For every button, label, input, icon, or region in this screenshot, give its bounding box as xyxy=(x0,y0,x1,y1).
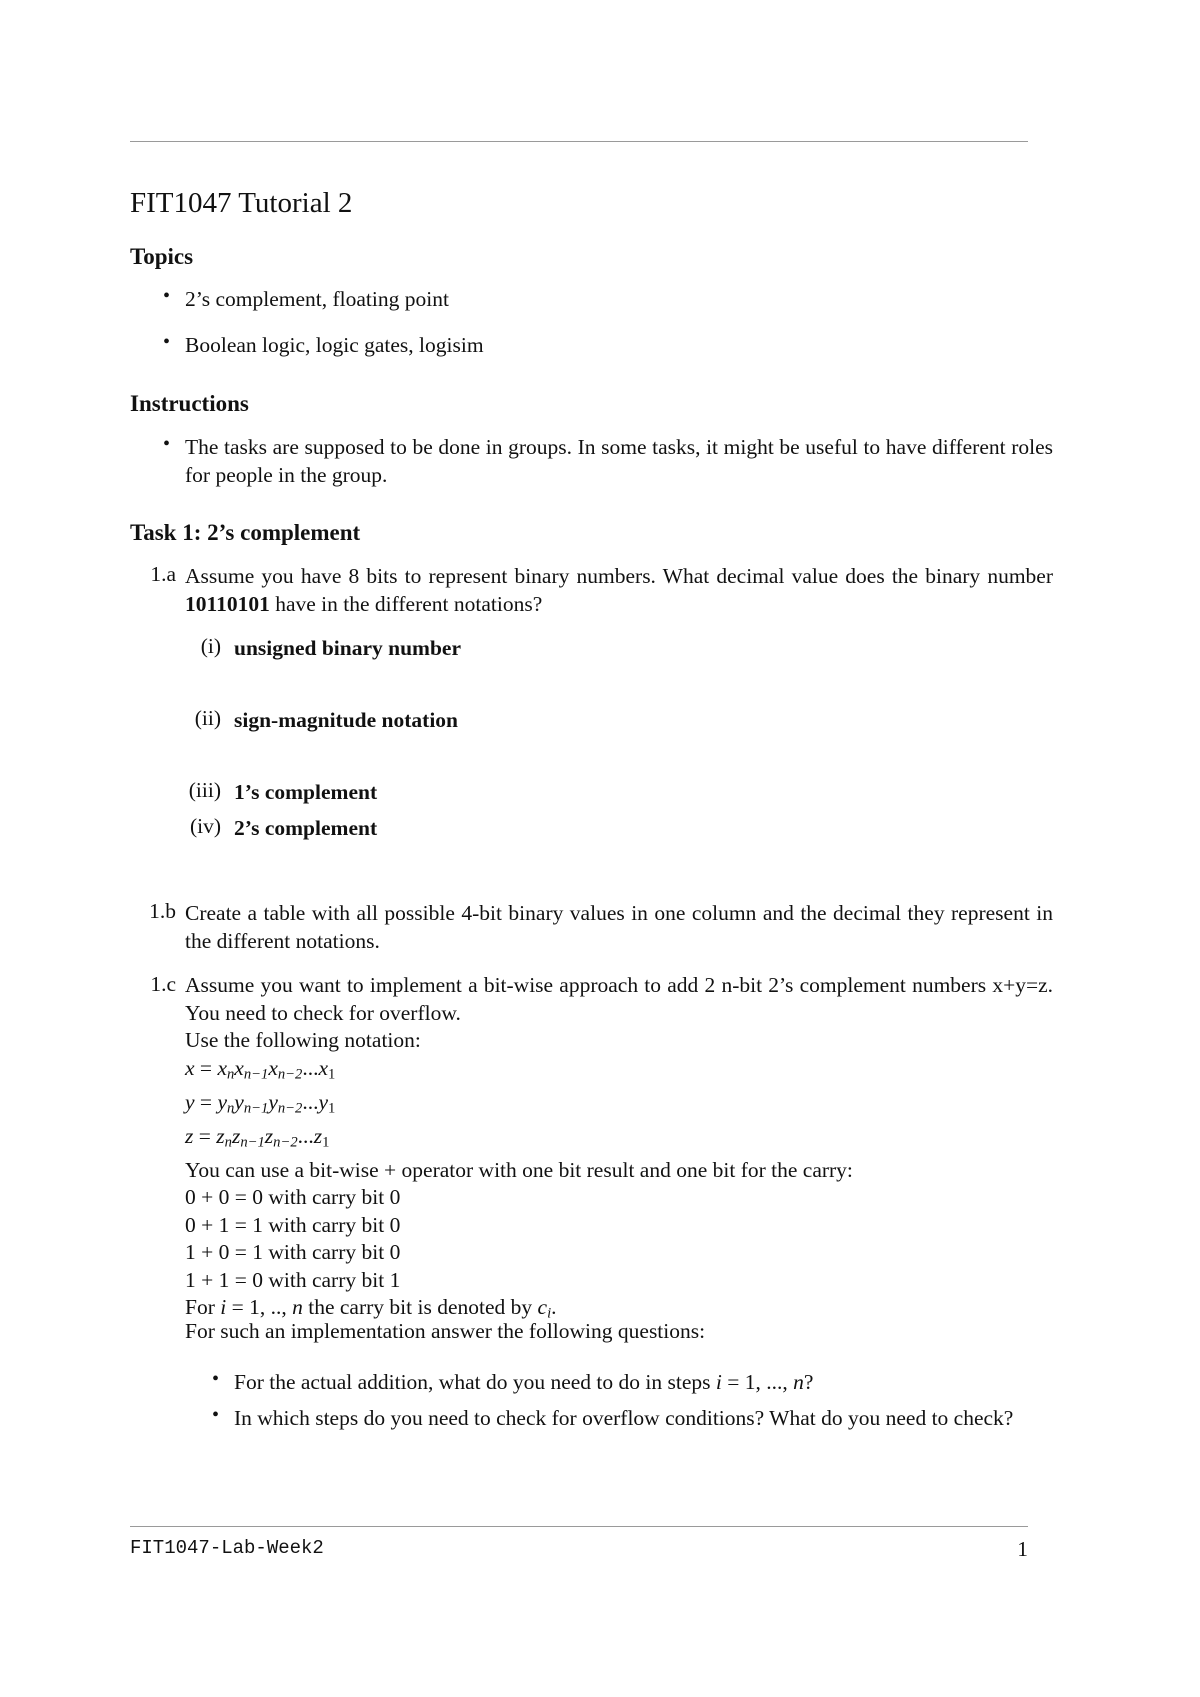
page-title: FIT1047 Tutorial 2 xyxy=(130,187,353,219)
q1a-sub-label: 1’s complement xyxy=(234,780,378,804)
notation-z: $z = z_nz_{n-1}z_{n-2}...z_1$ xyxy=(185,1123,330,1151)
q1a-sub-num: (iv) xyxy=(189,814,221,838)
q1a-label: 1.a xyxy=(150,562,176,586)
q1b-label: 1.b xyxy=(149,899,176,923)
q1a-sub-num: (iii) xyxy=(188,778,221,802)
topics-heading: Topics xyxy=(130,244,194,269)
q1c-notation-intro: Use the following notation: xyxy=(185,1028,421,1052)
q1a-sub-label: 2’s complement xyxy=(234,816,378,840)
q1c-question: For the actual addition, what do you need to do in steps i = 1, ..., n? xyxy=(234,1370,814,1394)
page-number: 1 xyxy=(1017,1537,1028,1561)
q1c-question: In which steps do you need to check for overflow conditions? What do you need to check? xyxy=(234,1406,1014,1430)
bullet-icon: • xyxy=(163,331,171,353)
bullet-icon: • xyxy=(212,1368,220,1390)
q1c-body xyxy=(185,972,1053,1329)
header-rule xyxy=(130,141,1028,142)
carry-rule: 0 + 1 = 1 with carry bit 0 xyxy=(185,1212,401,1237)
q1a-sub-label: sign-magnitude notation xyxy=(234,708,458,732)
q1a-text: Assume you have 8 bits to represent binary numbers. What decimal value does the binary number 10110101 have in the different notations? xyxy=(185,564,1053,616)
carry-rule: 1 + 0 = 1 with carry bit 0 xyxy=(185,1240,401,1265)
notation-x: $x = x_nx_{n-1}x_{n-2}...x_1$ xyxy=(185,1055,336,1083)
instructions-heading: Instructions xyxy=(130,391,249,416)
instruction-item: The tasks are supposed to be done in groups. In some tasks, it might be useful to have different roles for people in the group. xyxy=(185,435,1053,487)
notation-y: $y = y_ny_{n-1}y_{n-2}...y_1$ xyxy=(185,1089,336,1117)
topic-item: 2’s complement, floating point xyxy=(185,287,449,311)
q1a-binary-number: 10110101 xyxy=(185,592,270,616)
carry-rule: 0 + 0 = 0 with carry bit 0 xyxy=(185,1185,401,1210)
footer-rule xyxy=(130,1526,1028,1527)
q1c-questions-intro: For such an implementation answer the following questions: xyxy=(185,1319,706,1343)
q1a-sub-label: unsigned binary number xyxy=(234,636,462,660)
carry-rule: 1 + 1 = 0 with carry bit 1 xyxy=(185,1267,401,1292)
task1-heading: Task 1: 2’s complement xyxy=(130,520,361,545)
carry-definition: For i = 1, .., n the carry bit is denoted by $c_i$. xyxy=(185,1295,557,1323)
q1c-intro: Assume you want to implement a bit-wise approach to add 2 n-bit 2’s complement numbers x+y=z. You need to check for overflow. xyxy=(185,973,1053,1025)
q1a-sub-num: (ii) xyxy=(194,706,221,730)
footer-label: FIT1047-Lab-Week2 xyxy=(130,1537,324,1559)
q1c-operator-line: You can use a bit-wise + operator with one bit result and one bit for the carry: xyxy=(185,1157,853,1182)
bullet-icon: • xyxy=(163,285,171,307)
q1a-sub-num: (i) xyxy=(200,634,221,658)
bullet-icon: • xyxy=(212,1404,220,1426)
bullet-icon: • xyxy=(163,433,171,455)
q1c-label: 1.c xyxy=(150,972,176,996)
q1b-text: Create a table with all possible 4-bit binary values in one column and the decimal they represent in the different notations. xyxy=(185,901,1053,953)
topic-item: Boolean logic, logic gates, logisim xyxy=(185,333,484,357)
